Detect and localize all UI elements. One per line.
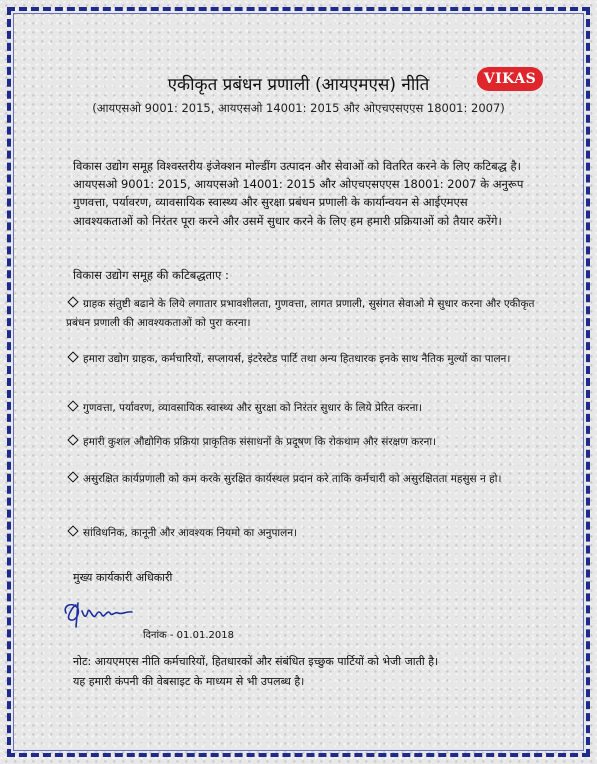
commitment-item <box>66 524 536 543</box>
commitment-text: गुणवत्ता, पर्यावरण, व्यावसायिक स्वास्थ्य और सुरक्षा को निरंतर सुधार के लिये प्रेरित करना। <box>83 402 423 414</box>
commitment-text: सांविधनिक, कानूनी और आवश्यक नियमो का अनुपालन। <box>83 527 298 539</box>
diamond-bullet-icon <box>67 296 78 307</box>
signatory-title: मुख्य कार्यकारी अधिकारी <box>73 571 173 584</box>
diamond-bullet-icon <box>67 471 78 482</box>
diamond-bullet-icon <box>67 351 78 362</box>
commitment-item <box>66 399 536 418</box>
policy-title: एकीकृत प्रबंधन प्रणाली (आयएमएस) नीति <box>167 75 430 95</box>
signature-icon <box>60 597 150 631</box>
diamond-bullet-icon <box>67 400 78 411</box>
policy-date: दिनांक - 01.01.2018 <box>143 630 234 641</box>
page-border-inner <box>13 13 584 751</box>
note-line-1: नोट: आयएमएस नीति कर्मचारियों, हितधारकों और संबंधित इच्छुक पार्टियों को भेजी जाती है। <box>73 655 439 668</box>
policy-subtitle: (आयएसओ 9001: 2015, आयएसओ 14001: 2015 और ओएचएसएएस 18001: 2007) <box>92 101 505 115</box>
commitment-item <box>66 470 536 489</box>
diamond-bullet-icon <box>67 525 78 536</box>
footer-note <box>73 652 533 692</box>
commitments-heading: विकास उद्योग समूह की कटिबद्धताए : <box>73 268 229 282</box>
note-line-2: यह हमारी कंपनी की वेबसाइट के माध्यम से भी उपलब्ध है। <box>73 675 305 688</box>
intro-paragraph: विकास उद्योग समूह विश्वस्तरीय इंजेक्शन मोल्डींग उत्पादन और सेवाओं को वितरित करने के लिए कटिबद्ध है। आयएसओ 9001: 2015, आयएसओ 14001: 2015 और ओएचएसएएस 18001: 2007 के अनुरूप गुणवत्ता, पर्यावरण, व्यावसायिक स्वास्थ्य और सुरक्षा प्रबंधन प्रणाली के कार्यान्वयन से आईएमएस आवश्यकताओं को निरंतर पूरा करने और उसमें सुधार करने के लिए हम हमारी प्रक्रियाओं को तैयार करेंगे। <box>73 159 524 228</box>
commitment-text: ग्राहक संतुष्टी बढाने के लिये लगातार प्रभावशीलता, गुणवत्ता, लागत प्रणाली, सुसंगत सेवाओ मे सुधार करना और एकीकृत प्रबंधन प्रणाली की आवश्यकताओं को पुरा करना। <box>66 298 535 329</box>
commitment-text: हमारी कुशल औद्योगिक प्रक्रिया प्राकृतिक संसाधनों के प्रदूषण कि रोकथाम और संरक्षण करना। <box>83 436 437 448</box>
commitment-item <box>66 433 536 452</box>
commitment-item <box>66 350 536 369</box>
commitment-text: हमारा उद्योग ग्राहक, कर्मचारियों, सप्लायर्स, इंटरेस्टेड पार्टि तथा अन्य हितधारक इनके साथ नैतिक मुल्यों का पालन। <box>83 353 511 365</box>
diamond-bullet-icon <box>67 434 78 445</box>
commitment-text: असुरक्षित कार्यप्रणाली को कम करके सुरक्षित कार्यस्थल प्रदान करे ताकि कर्मचारी को असुरक्षितता महसुस न हो। <box>83 473 502 485</box>
vikas-logo: VIKAS <box>477 67 543 91</box>
commitment-item <box>66 295 536 333</box>
